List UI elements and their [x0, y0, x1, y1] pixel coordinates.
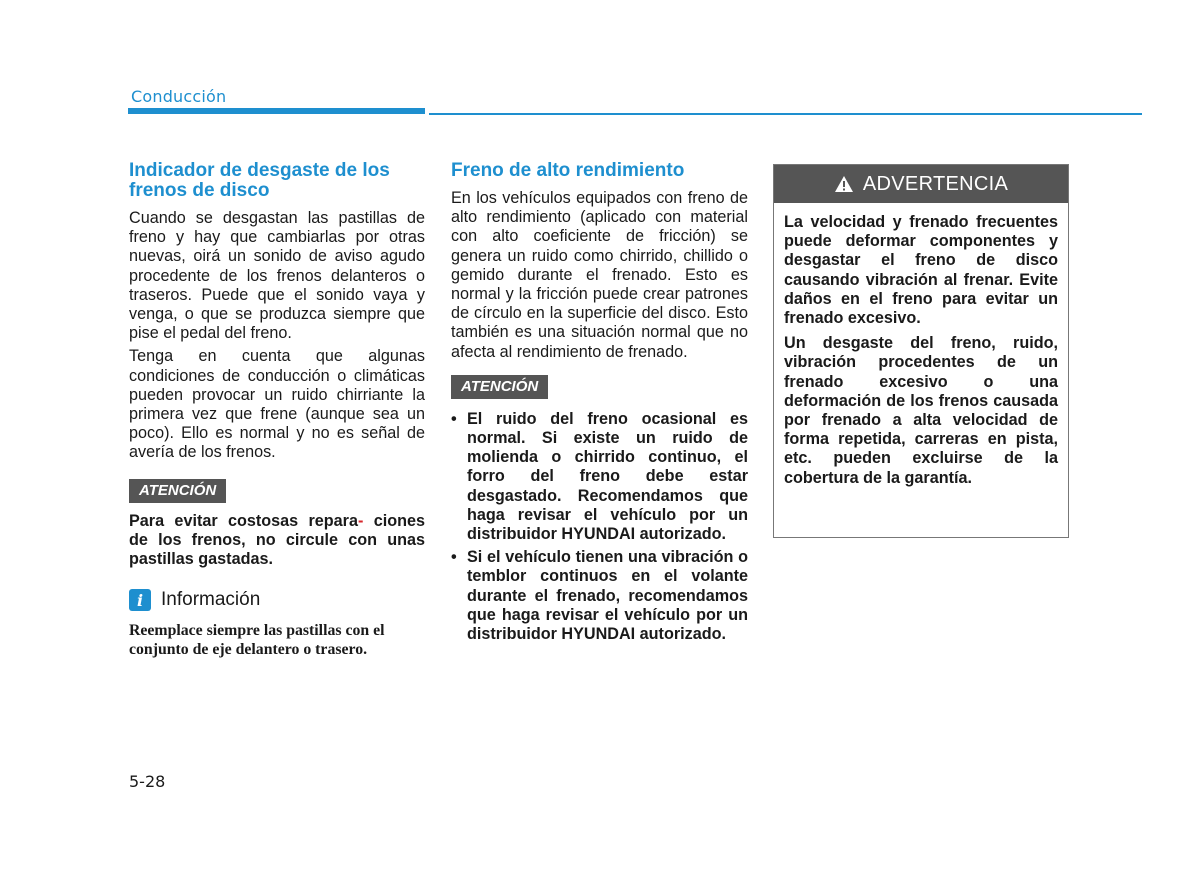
list-item: • Si el vehículo tienen una vibración o temblor continuos en el volante durante el frenado, recomendamos que haga revisar el vehículo por un distribuidor HYUNDAI autorizado. [451, 548, 748, 644]
page-number: 5-28 [129, 772, 166, 791]
warning-body [774, 203, 1068, 488]
atencion-label: ATENCIÓN [451, 375, 548, 399]
list-item: • El ruido del freno ocasional es normal. Si existe un ruido de molienda o chirrido continuo, el forro del freno debe estar desgastado. Recomendamos que haga revisar el vehículo por un distribuidor HYUNDAI autorizado. [451, 409, 748, 544]
header-rule [429, 113, 1142, 115]
warning-paragraph: La velocidad y frenado frecuentes puede deformar componentes y desgastar el freno de disco causando vibración al frenar. Evite daños en el freno para evitar un frenado excesivo. [784, 213, 1058, 328]
section-title: Conducción [131, 87, 227, 106]
paragraph: Cuando se desgastan las pastillas de freno y hay que cambiarlas por otras nuevas, oirá un sonido de aviso agudo procedente de los frenos delanteros o traseros. Puede que el sonido vaya y venga, o que se produzca siempre que pise el pedal del freno. [129, 209, 425, 343]
atencion-text: Para evitar costosas repara- ciones de los frenos, no circule con unas pastillas gastadas. [129, 511, 426, 569]
warning-title: ADVERTENCIA [862, 172, 1009, 195]
column-left [129, 161, 425, 659]
info-header [129, 589, 425, 611]
column-middle [451, 161, 748, 648]
atencion-list [451, 410, 748, 644]
heading-high-performance-brake: Freno de alto rendimiento [451, 160, 685, 181]
bullet-icon: • [451, 409, 457, 428]
bullet-icon: • [451, 548, 457, 567]
header-accent-bar [128, 108, 425, 114]
warning-header [774, 165, 1068, 203]
warning-paragraph: Un desgaste del freno, ruido, vibración procedentes de un frenado excesivo o una deformación de los frenos causada por frenado a alta velocidad de forma repetida, carreras en pista, etc. pueden excluirse de la cobertura de la garantía. [784, 334, 1058, 487]
hyphen-mark: - [357, 511, 364, 530]
info-title: Información [161, 589, 261, 611]
warning-box [773, 164, 1069, 538]
paragraph: Tenga en cuenta que algunas condiciones de conducción o climáticas pueden provocar un ruido chirriante la primera vez que frene (aunque sea un poco). Ello es normal y no es señal de avería de los frenos. [129, 347, 425, 462]
heading-brake-wear-indicator: Indicador de desgaste de los frenos de disco [129, 160, 390, 201]
warning-triangle-icon [834, 175, 854, 193]
paragraph: En los vehículos equipados con freno de alto rendimiento (aplicado con material con alto coeficiente de fricción) se genera un ruido como chirrido, chillido o gemido durante el frenado. Esto es normal y la fricción puede crear patrones de círculo en la superficie del disco. Esto también es una situación normal que no afecta al rendimiento de frenado. [451, 189, 748, 361]
atencion-label: ATENCIÓN [129, 479, 226, 503]
info-icon: i [129, 589, 151, 611]
info-text: Reemplace siempre las pastillas con el conjunto de eje delantero o trasero. [129, 622, 385, 659]
